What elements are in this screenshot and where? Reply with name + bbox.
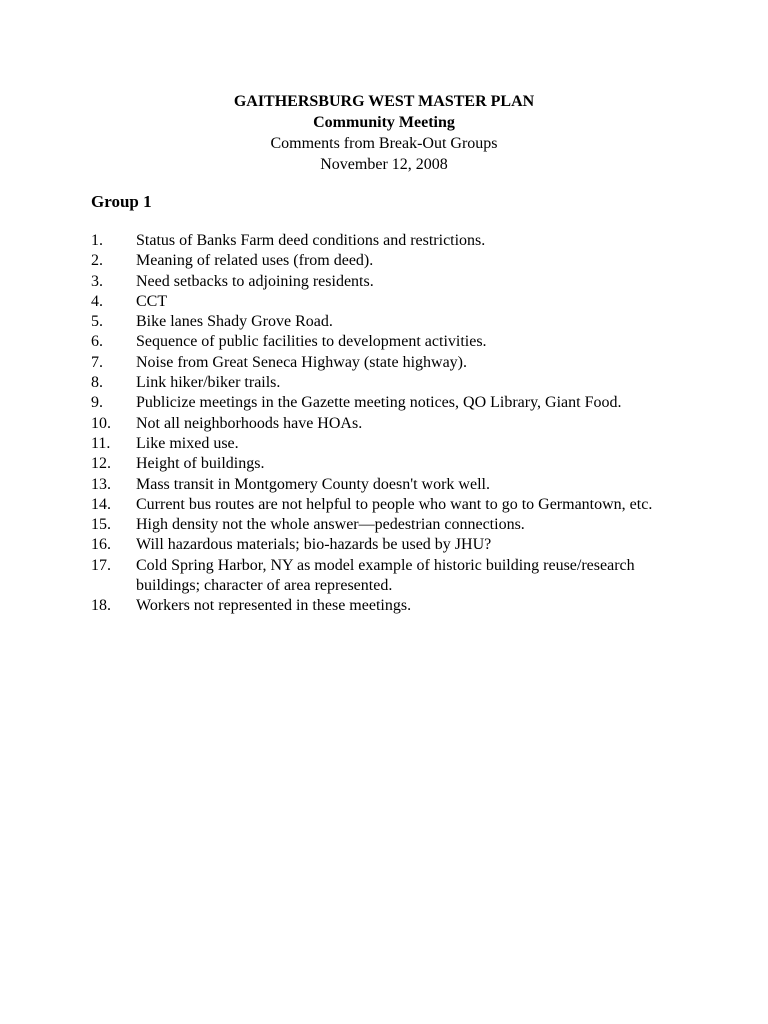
item-text: Bike lanes Shady Grove Road. — [136, 313, 333, 331]
list-item — [0, 373, 768, 393]
item-text: High density not the whole answer—pedestrian connections. — [136, 516, 525, 534]
item-text: CCT — [136, 292, 168, 310]
list-item — [0, 414, 768, 434]
item-number: 18. — [91, 597, 111, 615]
document-header — [0, 91, 768, 175]
list-item — [0, 556, 768, 597]
item-number: 4. — [91, 292, 103, 310]
item-number: 7. — [91, 353, 103, 371]
list-item — [0, 515, 768, 535]
list-item — [0, 332, 768, 352]
item-text: Cold Spring Harbor, NY as model example of historic building reuse/research buildings; character of area represented. — [136, 556, 635, 595]
item-number: 1. — [91, 232, 103, 249]
item-number: 17. — [91, 556, 111, 574]
item-number: 10. — [91, 414, 111, 432]
item-text: Status of Banks Farm deed conditions and restrictions. — [136, 232, 486, 249]
list-item — [0, 454, 768, 474]
item-text: Link hiker/biker trails. — [136, 374, 281, 392]
list-item — [0, 535, 768, 555]
item-number: 13. — [91, 475, 111, 493]
list-item — [0, 312, 768, 332]
list-item — [0, 251, 768, 271]
list-item — [0, 292, 768, 312]
item-text: Noise from Great Seneca Highway (state highway). — [136, 353, 467, 371]
list-item — [0, 475, 768, 495]
item-text: Publicize meetings in the Gazette meeting notices, QO Library, Giant Food. — [136, 394, 622, 412]
item-number: 6. — [91, 333, 103, 351]
item-number: 5. — [91, 313, 103, 331]
item-text: Mass transit in Montgomery County doesn't work well. — [136, 475, 490, 493]
item-text: Will hazardous materials; bio-hazards be used by JHU? — [136, 536, 492, 554]
item-number: 8. — [91, 374, 103, 392]
list-item — [0, 231, 768, 251]
item-text: Current bus routes are not helpful to people who want to go to Germantown, etc. — [136, 495, 653, 513]
item-number: 16. — [91, 536, 111, 554]
item-number: 2. — [91, 252, 103, 270]
group-heading: Group 1 — [91, 192, 152, 211]
item-text: Sequence of public facilities to development activities. — [136, 333, 487, 351]
item-number: 9. — [91, 394, 103, 412]
item-number: 11. — [91, 434, 111, 452]
item-number: 3. — [91, 272, 103, 290]
item-text: Meaning of related uses (from deed). — [136, 252, 374, 270]
item-number: 14. — [91, 495, 111, 513]
document-date: November 12, 2008 — [320, 156, 448, 173]
list-item — [0, 393, 768, 413]
list-item — [0, 353, 768, 373]
comment-list — [0, 231, 768, 617]
item-number: 15. — [91, 516, 111, 534]
list-item — [0, 434, 768, 454]
document-subtitle: Community Meeting — [313, 114, 455, 131]
item-text: Height of buildings. — [136, 455, 265, 473]
list-item — [0, 596, 768, 616]
item-text: Workers not represented in these meetings. — [136, 597, 412, 615]
item-text: Need setbacks to adjoining residents. — [136, 272, 374, 290]
document-title: GAITHERSBURG WEST MASTER PLAN — [233, 93, 535, 110]
item-number: 12. — [91, 455, 111, 473]
document-description: Comments from Break-Out Groups — [270, 135, 498, 152]
list-item — [0, 272, 768, 292]
item-text: Like mixed use. — [136, 434, 239, 452]
list-item — [0, 495, 768, 515]
item-text: Not all neighborhoods have HOAs. — [136, 414, 363, 432]
